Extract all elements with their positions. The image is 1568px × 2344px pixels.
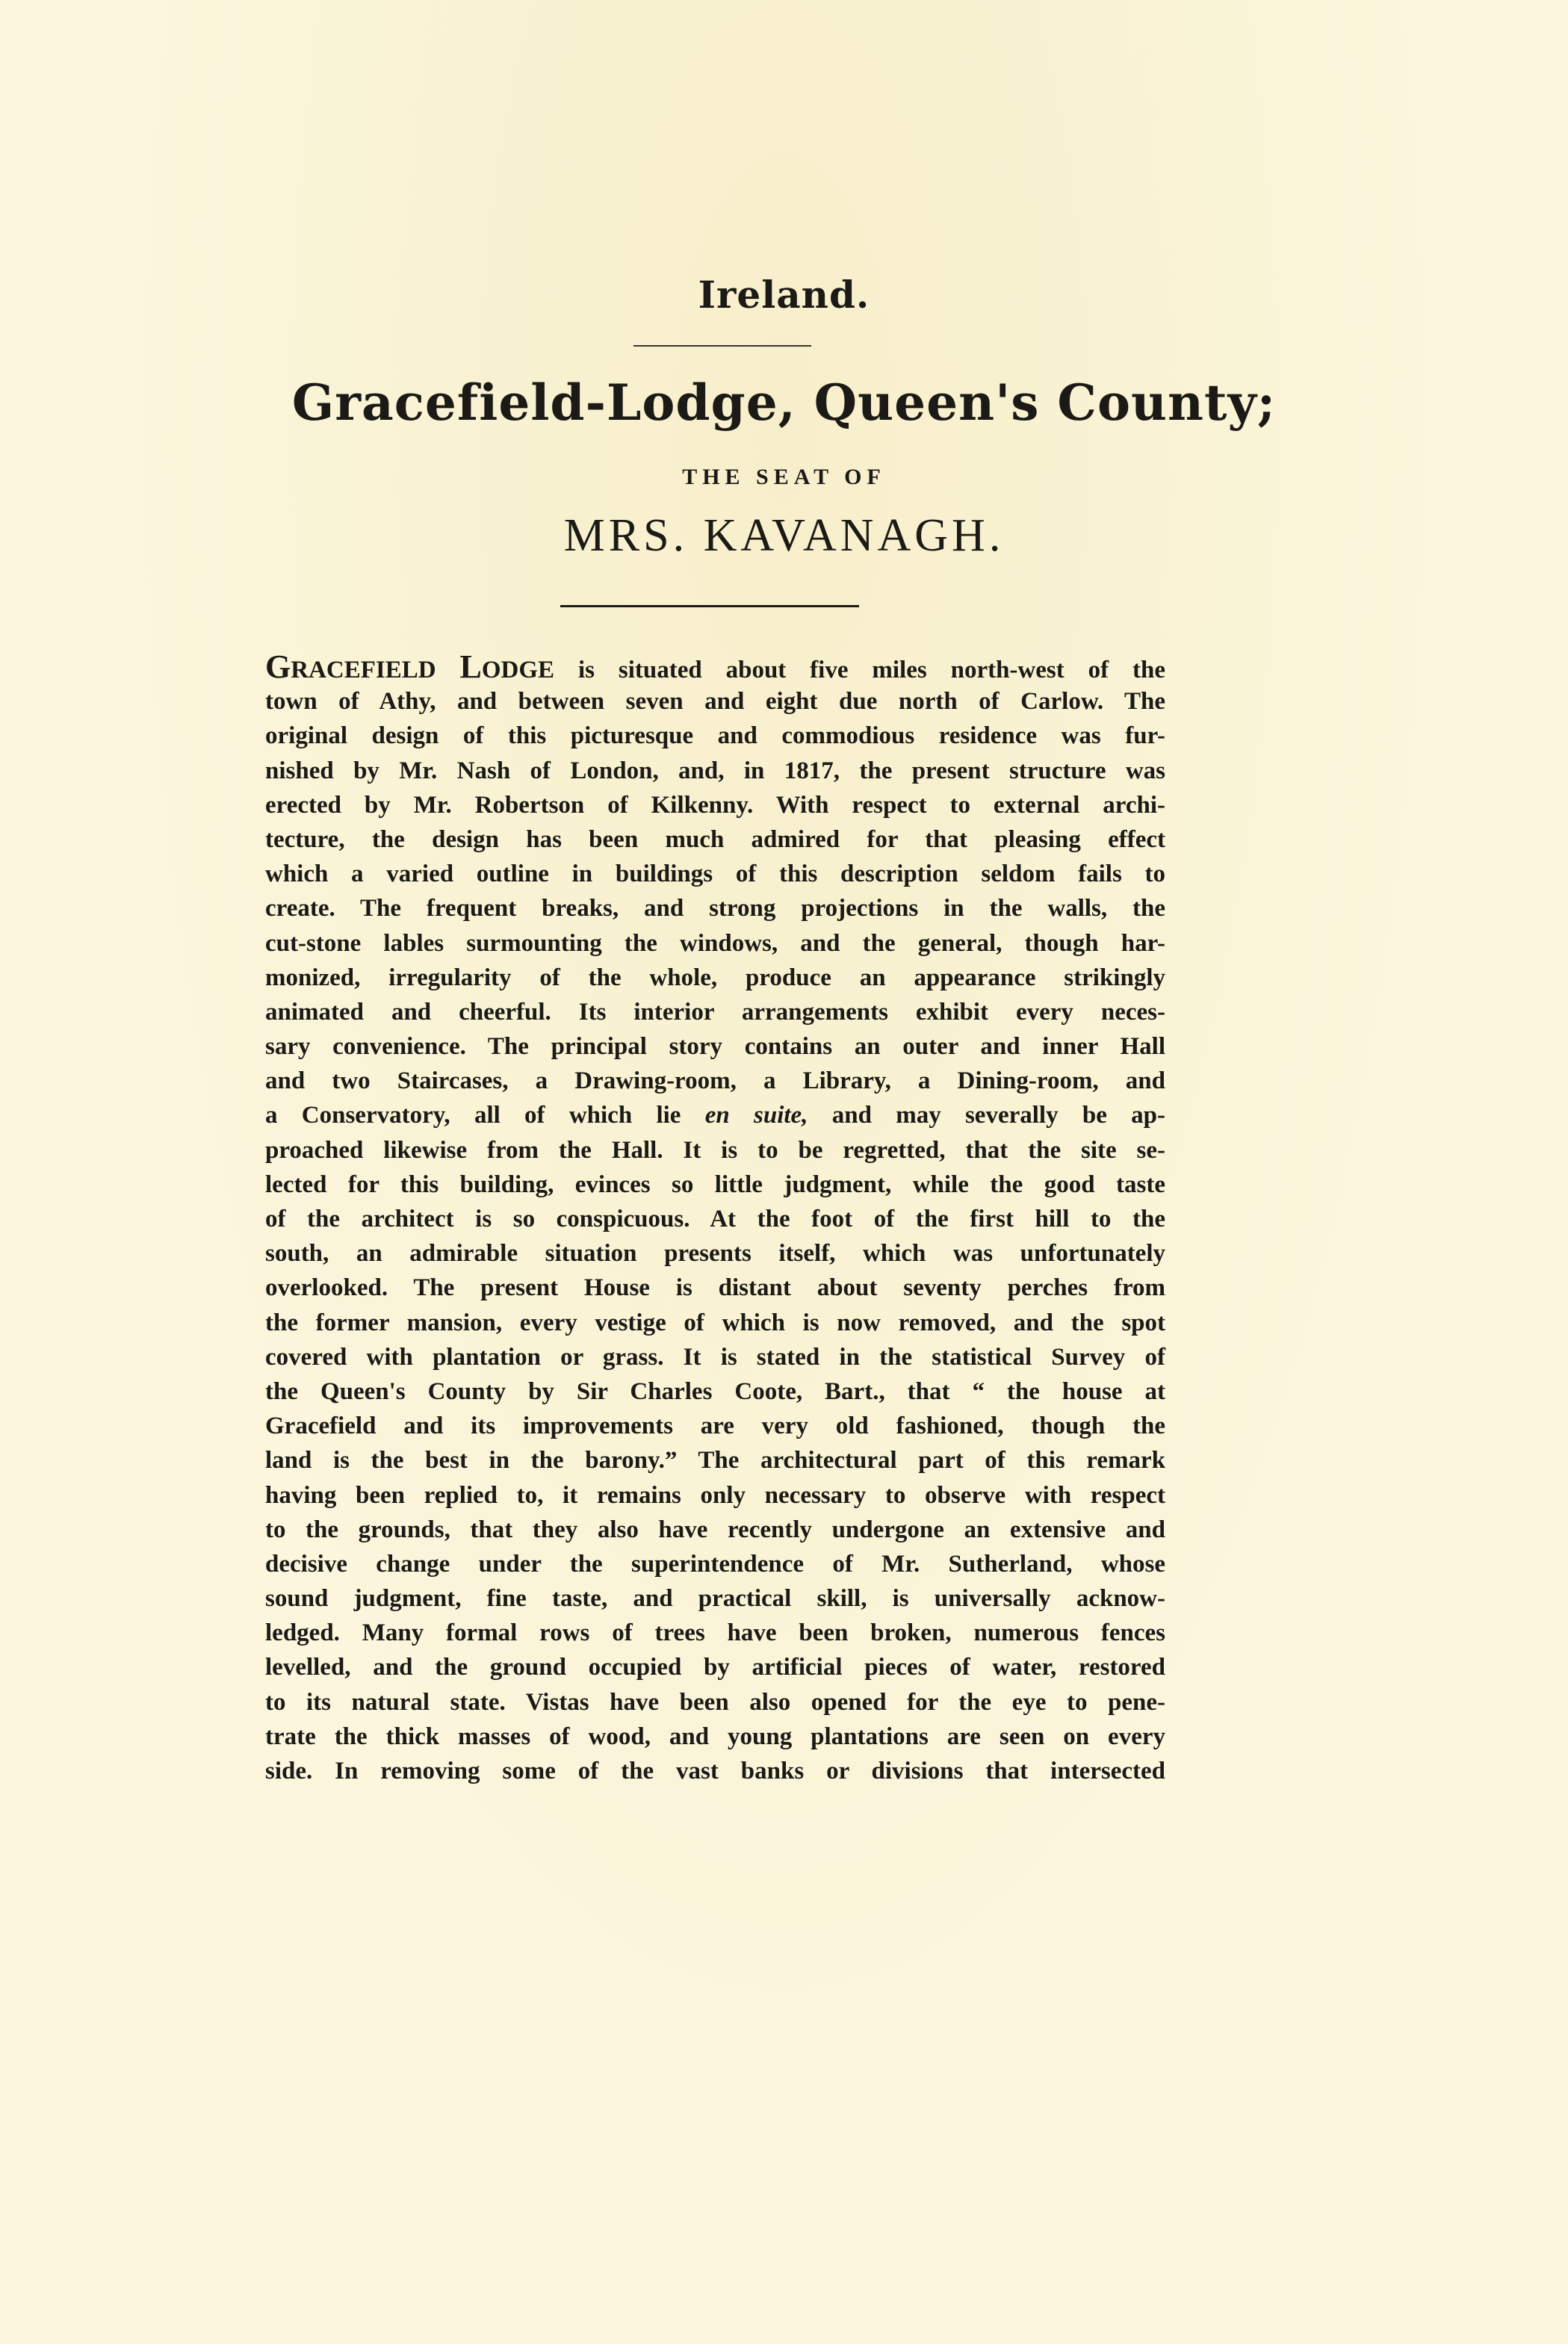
paragraph-line-opening (265, 650, 1165, 684)
paragraph-line: cut-stone lables surmounting the windows, and the general, though har- (265, 929, 1165, 957)
paragraph-line: sary convenience. The principal story contains an outer and inner Hall (265, 1033, 1165, 1061)
opening-line-rest: is situated about five miles north-west of the (554, 657, 1166, 683)
paragraph-line: to its natural state. Vistas have been also opened for the eye to pene- (265, 1688, 1165, 1716)
paragraph-line: of the architect is so conspicuous. At the foot of the first hill to the (265, 1206, 1165, 1233)
short-divider (633, 345, 811, 347)
paragraph-line: proached likewise from the Hall. It is to be regretted, that the site se- (265, 1136, 1165, 1164)
paragraph-line: overlooked. The present House is distant about seventy perches from (265, 1274, 1165, 1302)
initial-cap-l: L (459, 648, 482, 685)
paragraph-line: to the grounds, that they also have recently undergone an extensive and (265, 1516, 1165, 1543)
paragraph-line: having been replied to, it remains only necessary to observe with respect (265, 1481, 1165, 1509)
paragraph-line: town of Athy, and between seven and eight due north of Carlow. The (265, 688, 1165, 716)
paragraph-line: south, an admirable situation presents itself, which was unfortunately (265, 1240, 1165, 1268)
paragraph-lines-a (265, 684, 1165, 1098)
paragraph-line: Gracefield and its improvements are very old fashioned, though the (265, 1413, 1165, 1440)
ensuite-italic: en suite, (704, 1102, 808, 1129)
paragraph-lines-b (265, 1133, 1165, 1789)
paragraph-line: and two Staircases, a Drawing-room, a Library, a Dining-room, and (265, 1067, 1165, 1095)
body-paragraph (265, 650, 1165, 1788)
paragraph-line: animated and cheerful. Its interior arrangements exhibit every neces- (265, 998, 1165, 1026)
country-heading: Ireland. (698, 273, 870, 317)
paragraph-line-ensuite (265, 1098, 1165, 1132)
paragraph-line: original design of this picturesque and commodious residence was fur- (265, 722, 1165, 750)
paragraph-line: lected for this building, evinces so little judgment, while the good taste (265, 1171, 1165, 1198)
paragraph-line: decisive change under the superintendence of Mr. Sutherland, whose (265, 1550, 1165, 1578)
paragraph-line: covered with plantation or grass. It is stated in the statistical Survey of (265, 1343, 1165, 1371)
paragraph-line: ledged. Many formal rows of trees have been broken, numerous fences (265, 1619, 1165, 1647)
owner-name: MRS. KAVANAGH. (563, 510, 1005, 561)
long-divider (560, 605, 859, 607)
estate-title: Gracefield-Lodge, Queen's County; (291, 373, 1277, 432)
seat-of-label: THE SEAT OF (682, 465, 886, 489)
paragraph-line: trate the thick masses of wood, and young plantations are seen on every (265, 1723, 1165, 1750)
paragraph-line: the Queen's County by Sir Charles Coote, Bart., that “ the house at (265, 1377, 1165, 1405)
paragraph-line: nished by Mr. Nash of London, and, in 1817, the present structure was (265, 757, 1165, 784)
paragraph-line: land is the best in the barony.” The architectural part of this remark (265, 1447, 1165, 1475)
ensuite-before: a Conservatory, all of which lie (265, 1102, 705, 1129)
small-caps-word-1: RACEFIELD (291, 657, 460, 683)
paragraph-line: create. The frequent breaks, and strong projections in the walls, the (265, 895, 1165, 923)
paragraph-line: monized, irregularity of the whole, produce an appearance strikingly (265, 964, 1165, 991)
small-caps-word-2: ODGE (481, 657, 555, 683)
paragraph-line: tecture, the design has been much admired for that pleasing effect (265, 825, 1165, 853)
initial-cap-g: G (265, 648, 291, 685)
paragraph-line: erected by Mr. Robertson of Kilkenny. With respect to external archi- (265, 791, 1165, 819)
paragraph-line: sound judgment, fine taste, and practical skill, is universally acknow- (265, 1585, 1165, 1613)
paragraph-line: which a varied outline in buildings of this description seldom fails to (265, 861, 1165, 888)
paragraph-line: the former mansion, every vestige of which is now removed, and the spot (265, 1309, 1165, 1336)
paragraph-line: levelled, and the ground occupied by artificial pieces of water, restored (265, 1654, 1165, 1681)
ensuite-after: and may severally be ap- (808, 1102, 1165, 1129)
paragraph-line: side. In removing some of the vast banks or divisions that intersected (265, 1758, 1165, 1785)
